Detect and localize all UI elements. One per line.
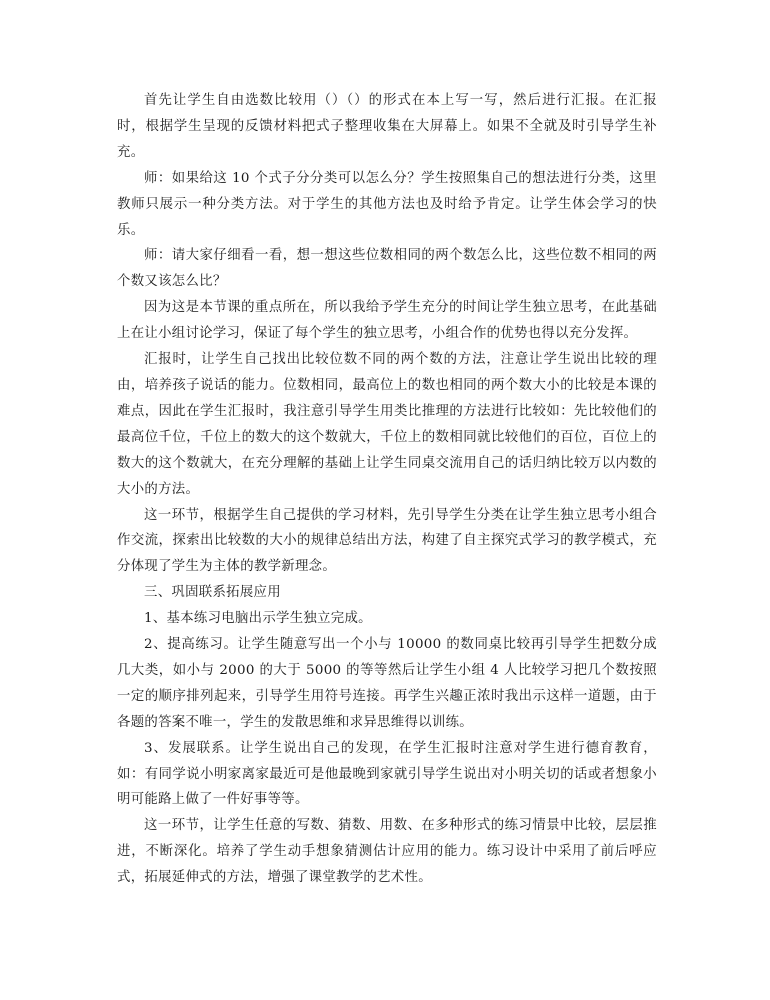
section-heading-consolidate: 三、巩固联系拓展应用 <box>144 585 281 601</box>
document-body <box>117 88 657 891</box>
paragraph-compare-question: 师：请大家仔细看一看，想一想这些位数相同的两个数怎么比，这些位数不相同的两个数又该怎么比？ <box>117 248 657 290</box>
paragraph-report-intro: 首先让学生自由选数比较用（）（）的形式在本上写一写，然后进行汇报。在汇报时，根据学生呈现的反馈材料把式子整理收集在大屏幕上。如果不全就及时引导学生补充。 <box>117 93 657 160</box>
paragraph-report-method: 汇报时，让学生自己找出比较位数不同的两个数的方法，注意让学生说出比较的理由，培养孩子说话的能力。位数相同，最高位上的数也相同的两个数大小的比较是本课的难点，因此在学生汇报时，我注意引导学生用类比推理的方法进行比较如：先比较他们的最高位千位，千位上的数大的这个数就大，千位上的数相同就比较他们的百位，百位上的数大的这个数就大，在充分理解的基础上让学生同桌交流用自己的话归纳比较万以内数的大小的方法。 <box>117 352 657 497</box>
paragraph-basic-practice: 1、基本练习电脑出示学生独立完成。 <box>144 611 372 627</box>
paragraph-segment-summary-2: 这一环节，让学生任意的写数、猜数、用数、在多种形式的练习情景中比较，层层推进，不断深化。培养了学生动手想象猜测估计应用的能力。练习设计中采用了前后呼应式，拓展延伸式的方法，增强了课堂教学的艺术性。 <box>117 818 657 886</box>
paragraph-key-point: 因为这是本节课的重点所在，所以我给予学生充分的时间让学生独立思考，在此基础上在让小组讨论学习，保证了每个学生的独立思考，小组合作的优势也得以充分发挥。 <box>117 300 657 342</box>
paragraph-classify: 师：如果给这 10 个式子分分类可以怎么分？学生按照集自己的想法进行分类，这里教师只展示一种分类方法。对于学生的其他方法也及时给予肯定。让学生体会学习的快乐。 <box>117 170 657 238</box>
paragraph-advanced-practice: 2、提高练习。让学生随意写出一个小与 10000 的数同桌比较再引导学生把数分成几大类，如小与 2000 的大于 5000 的等等然后让学生小组 4 人比较学习把几个数按照一定的顺序排列起来，引导学生用符号连接。再学生兴趣正浓时我出示这样一道题，由于各题的答案不唯一，学生的发散思维和求异思维得以训练。 <box>117 637 657 730</box>
paragraph-segment-summary-1: 这一环节，根据学生自己提供的学习材料，先引导学生分类在让学生独立思考小组合作交流，探索出比较数的大小的规律总结出方法，构建了自主探究式学习的教学模式，充分体现了学生为主体的教学新理念。 <box>117 507 657 575</box>
paragraph-development: 3、发展联系。让学生说出自己的发现，在学生汇报时注意对学生进行德育教育，如：有同学说小明家离家最近可是他最晚到家就引导学生说出对小明关切的话或者想象小明可能路上做了一件好事等等。 <box>117 740 657 808</box>
